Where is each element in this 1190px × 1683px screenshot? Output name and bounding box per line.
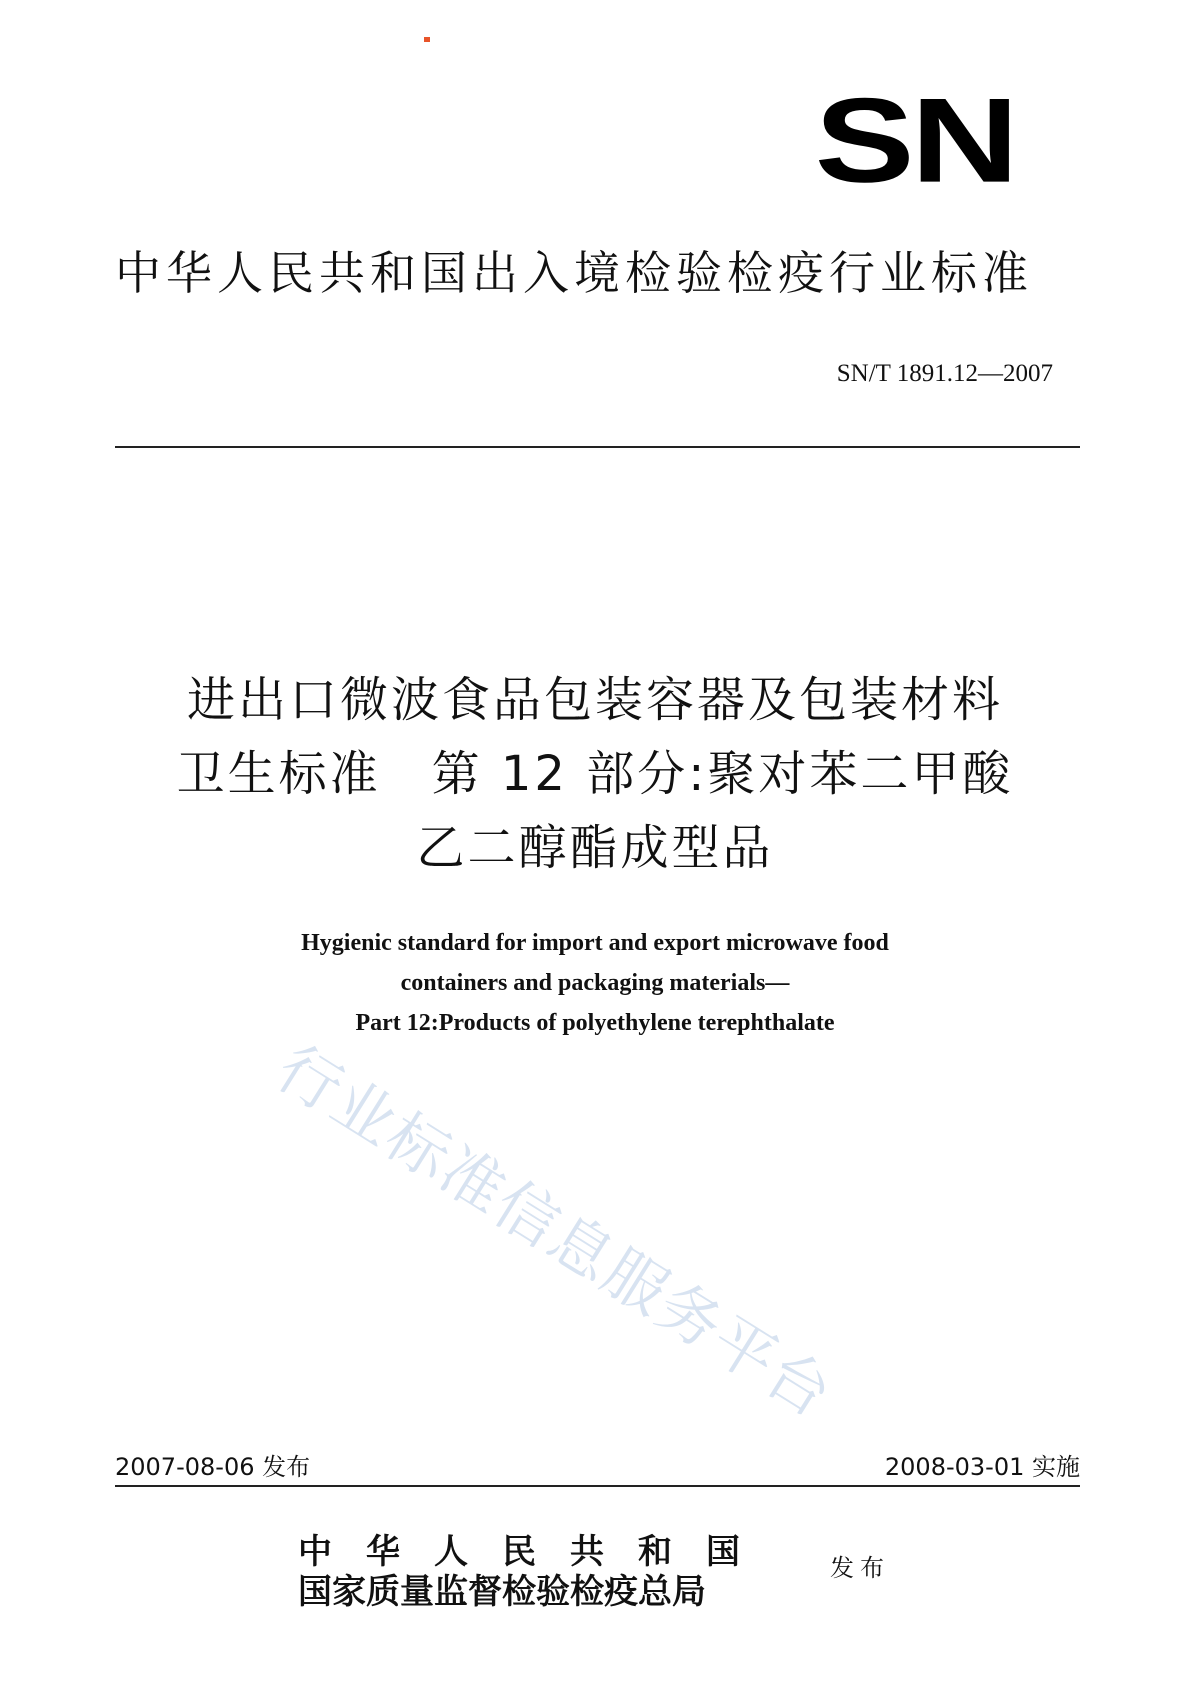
standard-code: SN/T 1891.12—2007 <box>836 360 1053 387</box>
top-divider <box>115 446 1080 448</box>
title-zh-line2: 卫生标准 第 12 部分:聚对苯二甲酸 <box>176 746 1014 802</box>
effective-date: 2008-03-01 实施 <box>884 1453 1080 1481</box>
issuer-line1: 中 华 人 民 共 和 国 <box>298 1532 740 1572</box>
publish-label: 发布 <box>830 1554 890 1582</box>
issue-date: 2007-08-06 发布 <box>115 1453 311 1481</box>
issuer-line2: 国家质量监督检验检疫总局 <box>298 1572 706 1612</box>
sn-logo: SN <box>814 72 1015 208</box>
org-title: 中华人民共和国出入境检验检疫行业标准 <box>115 246 1033 300</box>
title-en-line3: Part 12:Products of polyethylene terephthalate <box>355 1010 835 1036</box>
bottom-divider <box>115 1485 1080 1487</box>
title-en-line2: containers and packaging materials— <box>400 970 790 996</box>
watermark: 行业标准信息服务平台 <box>264 1031 846 1433</box>
title-en-line1: Hygienic standard for import and export microwave food <box>301 930 889 956</box>
title-zh-line1: 进出口微波食品包装容器及包装材料 <box>186 672 1003 728</box>
accent-dot <box>424 37 430 42</box>
title-zh-line3: 乙二醇酯成型品 <box>416 820 774 876</box>
